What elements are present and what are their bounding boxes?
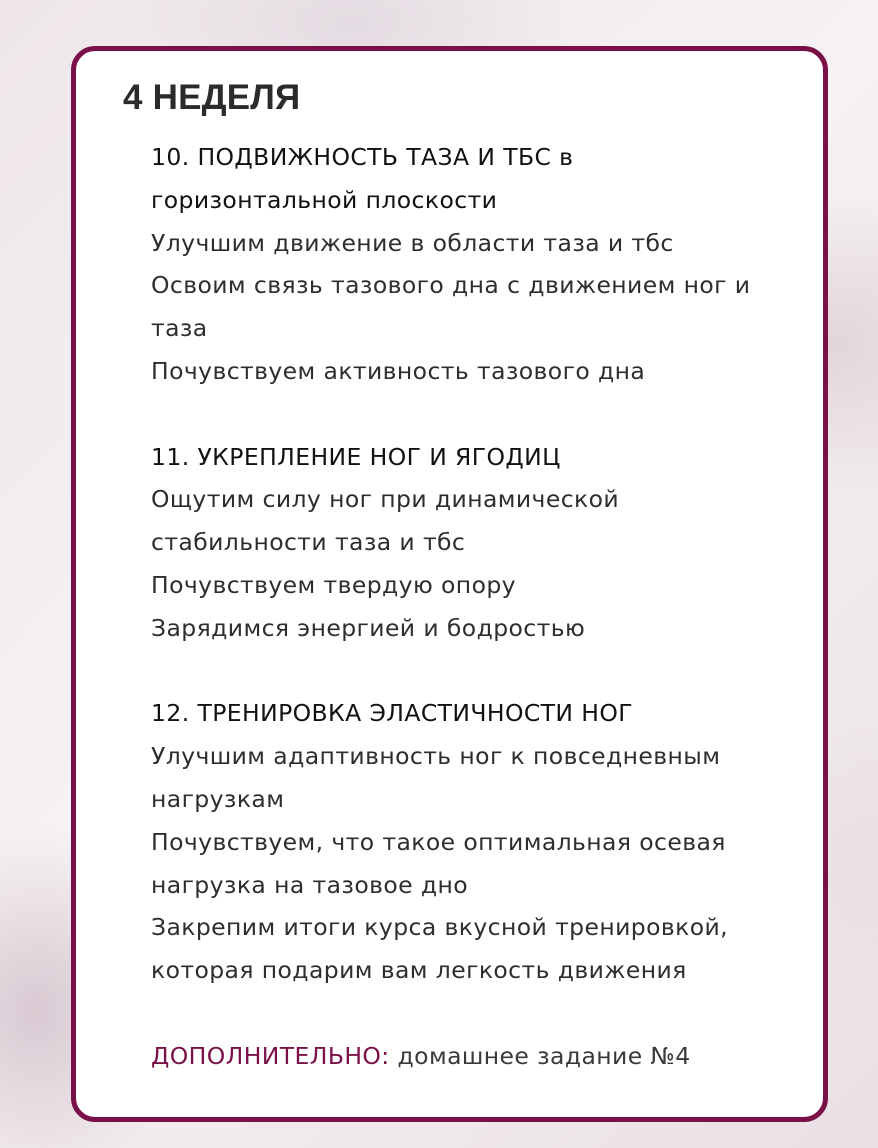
week-title: 4 НЕДЕЛЯ [123, 78, 301, 117]
section-line: которая подарим вам легкость движения [151, 956, 687, 985]
section-line: Освоим связь тазового дна с движением ног и [151, 271, 751, 300]
section-line: Зарядимся энергией и бодростью [151, 613, 586, 642]
section-12 [151, 692, 771, 992]
section-11 [151, 436, 771, 650]
section-line: Закрепим итоги курса вкусной тренировкой, [151, 913, 729, 942]
section-line: стабильности таза и тбс [151, 528, 466, 557]
section-title: горизонтальной плоскости [151, 185, 498, 214]
section-line: Почувствуем активность тазового дна [151, 356, 646, 385]
extra-note [151, 1035, 771, 1078]
extra-label: ДОПОЛНИТЕЛЬНО: [151, 1041, 390, 1070]
section-line: Ощутим силу ног при динамической [151, 485, 620, 514]
section-line: таза [151, 314, 208, 343]
section-line: Улучшим адаптивность ног к повседневным [151, 742, 721, 771]
section-line: Почувствуем, что такое оптимальная осевая [151, 827, 726, 856]
section-line: нагрузкам [151, 784, 285, 813]
week-content [151, 136, 771, 1078]
section-line: нагрузка на тазовое дно [151, 870, 469, 899]
section-10 [151, 136, 771, 393]
section-line: Улучшим движение в области таза и тбс [151, 228, 674, 257]
extra-text: домашнее задание №4 [397, 1041, 691, 1070]
section-title: 10. ПОДВИЖНОСТЬ ТАЗА И ТБС в [151, 143, 574, 171]
section-line: Почувствуем твердую опору [151, 570, 516, 599]
section-title: 11. УКРЕПЛЕНИЕ НОГ И ЯГОДИЦ [151, 442, 561, 471]
section-title: 12. ТРЕНИРОВКА ЭЛАСТИЧНОСТИ НОГ [151, 699, 633, 728]
week-card [71, 46, 828, 1122]
